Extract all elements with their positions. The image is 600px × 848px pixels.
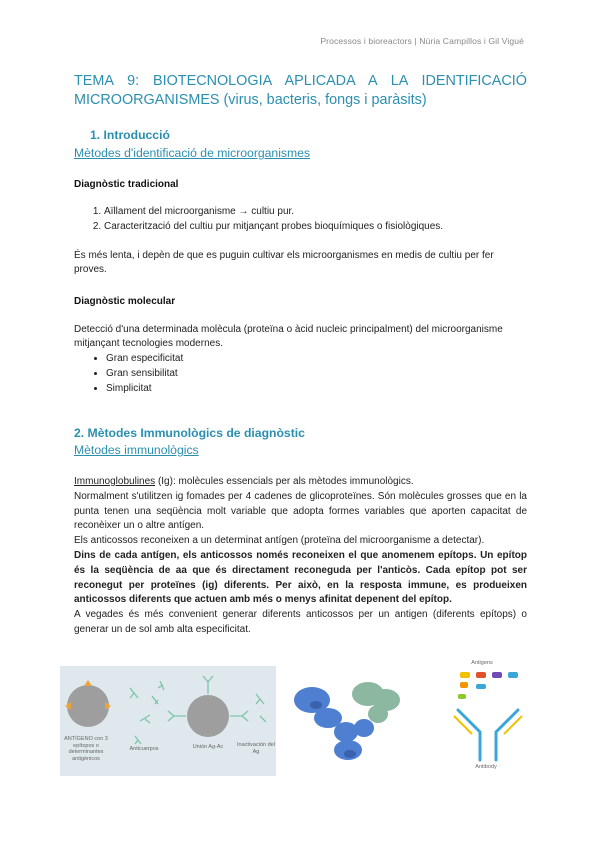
section-2-subheading: Mètodes immunològics (74, 443, 199, 457)
antibody-paragraph: Els anticossos reconeixen a un determinat antígen (proteïna del microorganisme a detectar). (74, 535, 485, 547)
antigen-icon (476, 672, 486, 678)
list-item: 1. Aïllament del microorganisme → cultiu pur. (104, 204, 544, 219)
antibodies-label: Anticuerpos (129, 746, 159, 752)
antigen-antibody-diagram (60, 666, 276, 776)
list-item: 2. Caracterització del cultiu pur mitjançant probes bioquímiques o fisiològiques. (104, 219, 544, 234)
inactivated-antigen-icon (256, 694, 266, 722)
antigen-icon (492, 672, 502, 678)
molecular-bullets-list (74, 351, 183, 396)
ig-term: Immunoglobulines (74, 476, 156, 487)
antibody-label: Antibody (475, 764, 497, 770)
section-2-heading: 2. Mètodes Immunològics de diagnòstic (74, 426, 305, 440)
antigen-icon (460, 682, 468, 688)
antigen-icon (476, 684, 486, 689)
antigen-sphere (67, 685, 109, 727)
antibody-y-diagram (446, 660, 532, 772)
epitope-icon (84, 680, 92, 686)
antibody-light-chain-icon (454, 716, 522, 734)
ig-structure-paragraph: Normalment s'utilitzen ig fomades per 4 cadenes de glicoproteïnes. Són molècules grosses que en la punta tenen una seqüència molt variable que adopta formes variables que aporten capacitat de reconèixer un o altre antígen. (74, 490, 527, 532)
traditional-steps-list (74, 204, 544, 234)
page-title (74, 72, 527, 110)
traditional-diagnosis-heading: Diagnòstic tradicional (74, 179, 179, 190)
antigen-sphere-bound (187, 695, 229, 737)
antigen-icon (460, 672, 470, 678)
ig-definition: Immunoglobulines (Ig): molècules essencials per als mètodes immunològics. (74, 476, 414, 487)
union-label: Unión Ag-Ac (192, 744, 224, 750)
antibodies-icon (130, 681, 164, 744)
section-1-heading: 1. Introducció (90, 128, 170, 142)
section-1-subheading: Mètodes d'identificació de microorganismes (74, 146, 311, 160)
molecular-text: Detecció d'una determinada molècula (proteïna o àcid nucleic principalment) del microorganisme mitjançant tecnologies modernes. (74, 324, 503, 349)
list-item: • Simplicitat (106, 381, 183, 396)
antibody-protein-image (290, 670, 410, 770)
epitope-paragraph: Dins de cada antígen, els anticossos només reconeixen el que anomenem epítops. Un epítop és la seqüència de aa que és directament reconeguda per l'anticòs. Cada epítop pot ser reconegut per proteïnes (ig) diferents. Per això, en la resposta immune, es produeixen anticossos diferents que actuen amb més o menys afinitat depenent del epítop. (74, 549, 527, 606)
antigen-label: ANTÍGENO con 3 epítopos o determinantes antigénicos (64, 736, 108, 762)
antigen-icon (508, 672, 518, 678)
antibody-icon (458, 710, 518, 760)
list-item: • Gran especificitat (106, 351, 183, 366)
running-header: Processos i bioreactors | Núria Campillos i Gil Vigué (320, 36, 524, 46)
antigens-label: Antigens (471, 660, 493, 666)
antibody-strategy-paragraph: A vegades és més convenient generar diferents anticossos per un antigen (diferents epítops) o generar un de sol amb alta especificitat. (74, 609, 527, 635)
molecular-diagnosis-heading: Diagnòstic molecular (74, 296, 176, 307)
list-item: • Gran sensibilitat (106, 366, 183, 381)
immunology-body (74, 475, 527, 638)
traditional-note: És més lenta, i depèn de que es puguin cultivar els microorganismes en medis de cultiu per fer proves. (74, 250, 494, 275)
inactivation-label: Inactivación del Ag (237, 742, 275, 755)
antigen-icon (458, 694, 466, 699)
title-line-2: MICROORGANISMES (virus, bacteris, fongs i paràsits) (74, 92, 427, 108)
title-line-1: TEMA 9: BIOTECNOLOGIA APLICADA A LA IDENTIFICACIÓ (74, 73, 527, 89)
